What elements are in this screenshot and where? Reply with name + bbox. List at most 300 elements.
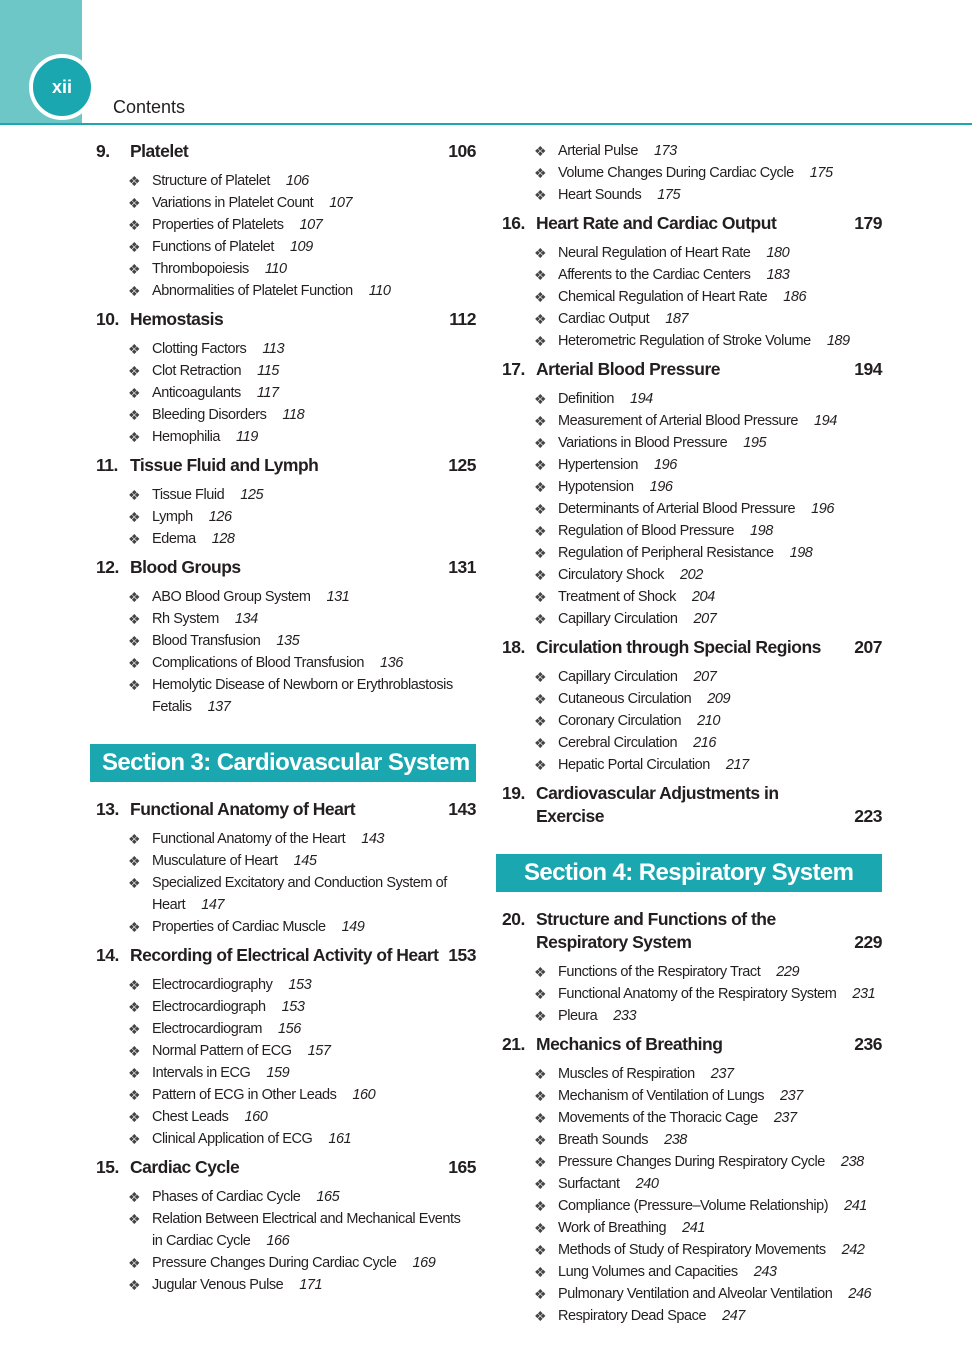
diamond-bullet-icon: ❖ [128, 509, 141, 525]
toc-entry[interactable] [496, 476, 882, 498]
toc-entry[interactable] [90, 974, 476, 996]
toc-entry[interactable] [496, 388, 882, 410]
diamond-bullet-icon: ❖ [128, 611, 141, 627]
chapter-number: 12. [96, 557, 119, 577]
toc-entry-label: Relation Between Electrical and Mechanical Events in Cardiac Cycle [152, 1211, 461, 1249]
chapter-title: Heart Rate and Cardiac Output [536, 213, 777, 233]
diamond-bullet-icon: ❖ [128, 589, 141, 605]
toc-entry[interactable] [90, 996, 476, 1018]
toc-entry-label: Variations in Blood Pressure [558, 435, 728, 451]
chapter-page: 194 [854, 359, 882, 379]
chapter-page: 131 [448, 557, 476, 577]
toc-entry-page: 136 [380, 655, 403, 671]
chapter-title: Arterial Blood Pressure [536, 359, 720, 379]
diamond-bullet-icon: ❖ [534, 589, 547, 605]
toc-entry-label: Pleura [558, 1008, 598, 1024]
diamond-bullet-icon: ❖ [128, 919, 141, 935]
toc-entry[interactable] [90, 338, 476, 360]
diamond-bullet-icon: ❖ [128, 1109, 141, 1125]
toc-entry[interactable] [90, 586, 476, 608]
toc-entry-page: 194 [629, 391, 653, 407]
chapter-block [90, 798, 476, 938]
diamond-bullet-icon: ❖ [534, 1110, 547, 1126]
toc-entry-page: 243 [753, 1264, 777, 1280]
toc-entry-label: Properties of Platelets [152, 217, 284, 233]
toc-entry-label: Methods of Study of Respiratory Movements [558, 1242, 826, 1258]
chapter-page: 112 [449, 309, 476, 329]
chapter-number: 15. [96, 1157, 119, 1177]
toc-entry-label: Variations in Platelet Count [152, 195, 314, 211]
toc-entry[interactable] [90, 828, 476, 850]
toc-entry[interactable] [496, 242, 882, 264]
toc-entry-page: 173 [653, 143, 677, 159]
toc-entry-label: Regulation of Peripheral Resistance [558, 545, 774, 561]
chapter-block [90, 556, 476, 718]
toc-entry-page: 107 [329, 195, 353, 211]
chapter-title: Tissue Fluid and Lymph [130, 455, 319, 475]
toc-entry-label: Musculature of Heart [152, 853, 278, 869]
diamond-bullet-icon: ❖ [534, 333, 547, 349]
diamond-bullet-icon: ❖ [534, 267, 547, 283]
diamond-bullet-icon: ❖ [534, 289, 547, 305]
chapter-heading[interactable] [496, 1033, 882, 1056]
toc-entry[interactable] [496, 140, 882, 162]
toc-entry-page: 157 [307, 1043, 331, 1059]
toc-entry[interactable] [90, 916, 476, 938]
chapter-heading[interactable] [496, 636, 882, 659]
diamond-bullet-icon: ❖ [128, 1189, 141, 1205]
chapter-block [90, 1156, 476, 1296]
chapter-number: 14. [96, 945, 119, 965]
toc-entry-page: 175 [809, 165, 833, 181]
toc-entry-label: Cardiac Output [558, 311, 650, 327]
diamond-bullet-icon: ❖ [128, 173, 141, 189]
chapter-heading[interactable] [90, 944, 476, 967]
toc-entry[interactable] [90, 404, 476, 426]
diamond-bullet-icon: ❖ [534, 311, 547, 327]
chapter-page: 165 [448, 1157, 476, 1177]
chapter-heading[interactable] [90, 1156, 476, 1179]
toc-entry-page: 246 [848, 1286, 872, 1302]
chapter-heading[interactable] [496, 212, 882, 235]
toc-entry[interactable] [90, 214, 476, 236]
toc-entry[interactable] [496, 608, 882, 630]
diamond-bullet-icon: ❖ [534, 691, 547, 707]
toc-entry-label: Hypertension [558, 457, 639, 473]
toc-entry-label: Cutaneous Circulation [558, 691, 692, 707]
toc-item-list [90, 974, 476, 1150]
toc-entry[interactable] [496, 564, 882, 586]
toc-entry[interactable] [496, 1173, 882, 1195]
toc-entry-label: Specialized Excitatory and Conduction System of Heart [152, 875, 447, 913]
toc-entry-page: 238 [664, 1132, 687, 1148]
toc-entry-label: Electrocardiograph [152, 999, 266, 1015]
diamond-bullet-icon: ❖ [534, 165, 547, 181]
diamond-bullet-icon: ❖ [534, 757, 547, 773]
diamond-bullet-icon: ❖ [534, 1220, 547, 1236]
toc-entry-page: 183 [766, 267, 790, 283]
chapter-heading[interactable] [496, 358, 882, 381]
toc-item-list [90, 828, 476, 938]
diamond-bullet-icon: ❖ [128, 977, 141, 993]
chapter-block [90, 140, 476, 302]
chapter-heading[interactable] [496, 782, 882, 828]
toc-entry-label: Clotting Factors [152, 341, 247, 357]
toc-entry[interactable] [496, 498, 882, 520]
toc-entry[interactable] [90, 426, 476, 448]
diamond-bullet-icon: ❖ [128, 1211, 141, 1227]
toc-entry-page: 229 [776, 964, 800, 980]
toc-entry-page: 237 [710, 1066, 734, 1082]
toc-entry[interactable] [90, 382, 476, 404]
toc-entry-page: 137 [207, 699, 231, 715]
toc-entry-label: Pulmonary Ventilation and Alveolar Ventilation [558, 1286, 833, 1302]
toc-entry-page: 125 [240, 487, 264, 503]
toc-entry-label: Hemophilia [152, 429, 221, 445]
toc-entry[interactable] [90, 1062, 476, 1084]
toc-entry-page: 186 [783, 289, 807, 305]
toc-entry-label: Functional Anatomy of the Respiratory System [558, 986, 837, 1002]
toc-entry-label: Thrombopoiesis [152, 261, 249, 277]
section-banner: Section 4: Respiratory System [496, 854, 882, 892]
toc-entry[interactable] [496, 520, 882, 542]
toc-entry-label: Clot Retraction [152, 363, 242, 379]
toc-entry-label: Electrocardiogram [152, 1021, 263, 1037]
toc-entry[interactable] [90, 1040, 476, 1062]
chapter-number: 13. [96, 799, 119, 819]
diamond-bullet-icon: ❖ [128, 195, 141, 211]
toc-entry[interactable] [496, 1305, 882, 1327]
toc-entry[interactable] [496, 710, 882, 732]
diamond-bullet-icon: ❖ [534, 1242, 547, 1258]
diamond-bullet-icon: ❖ [128, 677, 141, 693]
toc-entry[interactable] [90, 1208, 476, 1252]
toc-entry-page: 134 [234, 611, 258, 627]
toc-entry-page: 196 [654, 457, 677, 473]
toc-entry-page: 159 [266, 1065, 290, 1081]
toc-entry-label: Lymph [152, 509, 193, 525]
toc-entry-page: 169 [412, 1255, 436, 1271]
toc-entry[interactable] [496, 410, 882, 432]
chapter-title: Mechanics of Breathing [536, 1034, 723, 1054]
toc-entry-label: Tissue Fluid [152, 487, 225, 503]
toc-entry[interactable] [90, 506, 476, 528]
toc-entry-page: 196 [649, 479, 673, 495]
chapter-title: Functional Anatomy of Heart [130, 799, 356, 819]
toc-entry-page: 187 [665, 311, 689, 327]
diamond-bullet-icon: ❖ [534, 735, 547, 751]
toc-entry[interactable] [496, 666, 882, 688]
diamond-bullet-icon: ❖ [128, 341, 141, 357]
toc-entry[interactable] [496, 1085, 882, 1107]
toc-entry-page: 198 [789, 545, 813, 561]
toc-item-list [90, 338, 476, 448]
toc-entry-label: Capillary Circulation [558, 611, 678, 627]
diamond-bullet-icon: ❖ [128, 1131, 141, 1147]
chapter-title: Platelet [130, 141, 189, 161]
diamond-bullet-icon: ❖ [534, 611, 547, 627]
toc-entry[interactable] [496, 1217, 882, 1239]
toc-entry-page: 160 [244, 1109, 268, 1125]
chapter-block [496, 358, 882, 630]
toc-item-list [496, 388, 882, 630]
toc-item-list [496, 961, 882, 1027]
toc-entry[interactable] [496, 1005, 882, 1027]
diamond-bullet-icon: ❖ [534, 964, 547, 980]
toc-entry[interactable] [90, 1186, 476, 1208]
toc-entry[interactable] [496, 1195, 882, 1217]
section-banner: Section 3: Cardiovascular System [90, 744, 476, 782]
chapter-block [496, 636, 882, 776]
toc-entry-page: 195 [743, 435, 767, 451]
toc-entry[interactable] [90, 1106, 476, 1128]
diamond-bullet-icon: ❖ [534, 391, 547, 407]
toc-entry-label: Properties of Cardiac Muscle [152, 919, 326, 935]
toc-entry[interactable] [496, 1151, 882, 1173]
chapter-title: Cardiac Cycle [130, 1157, 240, 1177]
toc-entry-label: Blood Transfusion [152, 633, 261, 649]
toc-entry[interactable] [496, 1063, 882, 1085]
toc-entry-label: Phases of Cardiac Cycle [152, 1189, 301, 1205]
toc-entry-page: 107 [299, 217, 323, 233]
toc-entry-page: 156 [278, 1021, 301, 1037]
toc-entry-label: Pattern of ECG in Other Leads [152, 1087, 337, 1103]
toc-entry[interactable] [90, 484, 476, 506]
toc-entry[interactable] [90, 170, 476, 192]
toc-entry-page: 106 [285, 173, 309, 189]
toc-entry[interactable] [496, 1107, 882, 1129]
toc-entry[interactable] [90, 1128, 476, 1150]
chapter-page: 143 [448, 799, 476, 819]
chapter-page: 236 [854, 1034, 882, 1054]
toc-item-list [90, 484, 476, 550]
diamond-bullet-icon: ❖ [534, 1066, 547, 1082]
diamond-bullet-icon: ❖ [534, 1008, 547, 1024]
chapter-block [90, 308, 476, 448]
toc-entry-label: Coronary Circulation [558, 713, 682, 729]
toc-entry[interactable] [90, 360, 476, 382]
diamond-bullet-icon: ❖ [534, 479, 547, 495]
chapter-block [496, 212, 882, 352]
toc-entry[interactable] [496, 308, 882, 330]
diamond-bullet-icon: ❖ [128, 261, 141, 277]
toc-entry-label: ABO Blood Group System [152, 589, 311, 605]
toc-entry-label: Heart Sounds [558, 187, 642, 203]
toc-entry-label: Heterometric Regulation of Stroke Volume [558, 333, 811, 349]
toc-entry-page: 143 [361, 831, 385, 847]
toc-entry-label: Definition [558, 391, 614, 407]
toc-entry[interactable] [496, 286, 882, 308]
diamond-bullet-icon: ❖ [534, 1198, 547, 1214]
toc-entry[interactable] [90, 674, 476, 718]
toc-entry-label: Circulatory Shock [558, 567, 664, 583]
diamond-bullet-icon: ❖ [128, 875, 141, 891]
toc-item-list [90, 586, 476, 718]
toc-entry[interactable] [90, 850, 476, 872]
chapter-heading[interactable] [496, 908, 882, 954]
toc-entry-page: 194 [814, 413, 837, 429]
toc-entry-label: Treatment of Shock [558, 589, 676, 605]
diamond-bullet-icon: ❖ [128, 283, 141, 299]
toc-entry[interactable] [496, 961, 882, 983]
diamond-bullet-icon: ❖ [128, 363, 141, 379]
toc-entry-label: Chemical Regulation of Heart Rate [558, 289, 768, 305]
toc-entry-label: Bleeding Disorders [152, 407, 267, 423]
diamond-bullet-icon: ❖ [128, 239, 141, 255]
toc-entry[interactable] [496, 754, 882, 776]
chapter-heading[interactable] [90, 308, 476, 331]
chapter-page: 125 [448, 455, 476, 475]
toc-entry[interactable] [496, 184, 882, 206]
toc-entry-label: Intervals in ECG [152, 1065, 251, 1081]
chapter-number: 10. [96, 309, 119, 329]
toc-entry-label: Measurement of Arterial Blood Pressure [558, 413, 798, 429]
chapter-page: 207 [854, 637, 882, 657]
chapter-block [496, 908, 882, 1027]
toc-entry-label: Abnormalities of Platelet Function [152, 283, 353, 299]
toc-entry[interactable] [90, 652, 476, 674]
toc-entry[interactable] [496, 542, 882, 564]
toc-entry-label: Hepatic Portal Circulation [558, 757, 710, 773]
chapter-page: 223 [854, 806, 882, 826]
diamond-bullet-icon: ❖ [128, 531, 141, 547]
toc-entry[interactable] [496, 1239, 882, 1261]
toc-entry-label: Surfactant [558, 1176, 620, 1192]
diamond-bullet-icon: ❖ [534, 1132, 547, 1148]
toc-entry-page: 209 [707, 691, 731, 707]
toc-entry-label: Electrocardiography [152, 977, 273, 993]
toc-entry-page: 210 [697, 713, 721, 729]
toc-entry[interactable] [496, 454, 882, 476]
toc-entry[interactable] [90, 1252, 476, 1274]
toc-entry[interactable] [496, 330, 882, 352]
toc-entry-page: 166 [266, 1233, 290, 1249]
toc-entry[interactable] [496, 1283, 882, 1305]
diamond-bullet-icon: ❖ [128, 487, 141, 503]
toc-entry[interactable] [90, 1084, 476, 1106]
toc-entry[interactable] [90, 608, 476, 630]
toc-entry-page: 131 [326, 589, 350, 605]
toc-entry[interactable] [90, 528, 476, 550]
diamond-bullet-icon: ❖ [128, 1087, 141, 1103]
toc-entry-page: 135 [276, 633, 300, 649]
toc-entry-label: Clinical Application of ECG [152, 1131, 313, 1147]
toc-entry[interactable] [496, 688, 882, 710]
chapter-page: 179 [854, 213, 882, 233]
toc-entry[interactable] [90, 1018, 476, 1040]
toc-entry[interactable] [496, 264, 882, 286]
toc-entry-label: Structure of Platelet [152, 173, 270, 189]
chapter-number: 21. [502, 1034, 525, 1054]
diamond-bullet-icon: ❖ [534, 713, 547, 729]
chapter-title: Cardiovascular Adjustments in Exercise [536, 783, 779, 826]
toc-entry[interactable] [496, 162, 882, 184]
toc-entry-page: 113 [262, 341, 285, 357]
chapter-heading[interactable] [90, 454, 476, 477]
chapter-title: Hemostasis [130, 309, 224, 329]
diamond-bullet-icon: ❖ [534, 457, 547, 473]
toc-entry-label: Chest Leads [152, 1109, 229, 1125]
diamond-bullet-icon: ❖ [128, 633, 141, 649]
toc-entry[interactable] [496, 586, 882, 608]
diamond-bullet-icon: ❖ [128, 1255, 141, 1271]
toc-entry-label: Cerebral Circulation [558, 735, 678, 751]
diamond-bullet-icon: ❖ [534, 1264, 547, 1280]
toc-entry-page: 231 [852, 986, 876, 1002]
chapter-heading[interactable] [90, 140, 476, 163]
diamond-bullet-icon: ❖ [128, 1065, 141, 1081]
toc-entry-page: 110 [264, 261, 287, 277]
toc-entry-label: Compliance (Pressure–Volume Relationship) [558, 1198, 829, 1214]
diamond-bullet-icon: ❖ [128, 831, 141, 847]
toc-entry[interactable] [496, 1261, 882, 1283]
chapter-heading[interactable] [90, 556, 476, 579]
page-number-badge: xii [29, 54, 95, 120]
toc-entry[interactable] [90, 236, 476, 258]
diamond-bullet-icon: ❖ [534, 669, 547, 685]
toc-entry-page: 160 [352, 1087, 376, 1103]
toc-entry[interactable] [496, 1129, 882, 1151]
diamond-bullet-icon: ❖ [534, 1154, 547, 1170]
toc-entry-label: Complications of Blood Transfusion [152, 655, 364, 671]
chapter-block [90, 454, 476, 550]
diamond-bullet-icon: ❖ [128, 217, 141, 233]
toc-entry-label: Movements of the Thoracic Cage [558, 1110, 758, 1126]
running-header-title: Contents [113, 97, 186, 117]
toc-entry-label: Breath Sounds [558, 1132, 649, 1148]
toc-entry-page: 237 [773, 1110, 797, 1126]
toc-entry-page: 240 [635, 1176, 659, 1192]
toc-entry[interactable] [90, 258, 476, 280]
toc-entry-label: Afferents to the Cardiac Centers [558, 267, 751, 283]
chapter-number: 9. [96, 141, 110, 161]
chapter-number: 11. [96, 455, 118, 475]
toc-item-list [496, 140, 882, 206]
chapter-heading[interactable] [90, 798, 476, 821]
chapter-block [90, 944, 476, 1150]
diamond-bullet-icon: ❖ [534, 187, 547, 203]
chapter-page: 153 [448, 945, 476, 965]
toc-entry-page: 241 [844, 1198, 867, 1214]
chapter-number: 18. [502, 637, 525, 657]
toc-entry[interactable] [496, 732, 882, 754]
toc-entry[interactable] [90, 630, 476, 652]
toc-entry-page: 196 [811, 501, 834, 517]
diamond-bullet-icon: ❖ [534, 435, 547, 451]
chapter-number: 17. [502, 359, 525, 379]
toc-entry-label: Pressure Changes During Respiratory Cycle [558, 1154, 825, 1170]
chapter-title: Structure and Functions of the Respiratory System [536, 909, 776, 952]
toc-entry[interactable] [496, 432, 882, 454]
chapter-title: Circulation through Special Regions [536, 637, 821, 657]
toc-entry[interactable] [90, 280, 476, 302]
toc-item-list [90, 1186, 476, 1296]
toc-entry[interactable] [90, 192, 476, 214]
diamond-bullet-icon: ❖ [534, 1308, 547, 1324]
toc-entry[interactable] [496, 983, 882, 1005]
toc-entry-label: Rh System [152, 611, 219, 627]
toc-entry-page: 119 [236, 429, 258, 445]
toc-left-column [90, 140, 476, 1302]
toc-entry-label: Edema [152, 531, 196, 547]
diamond-bullet-icon: ❖ [128, 429, 141, 445]
toc-item-list [496, 242, 882, 352]
toc-entry[interactable] [90, 1274, 476, 1296]
toc-entry-page: 233 [613, 1008, 637, 1024]
toc-entry-label: Arterial Pulse [558, 143, 638, 159]
diamond-bullet-icon: ❖ [534, 1286, 547, 1302]
toc-entry[interactable] [90, 872, 476, 916]
